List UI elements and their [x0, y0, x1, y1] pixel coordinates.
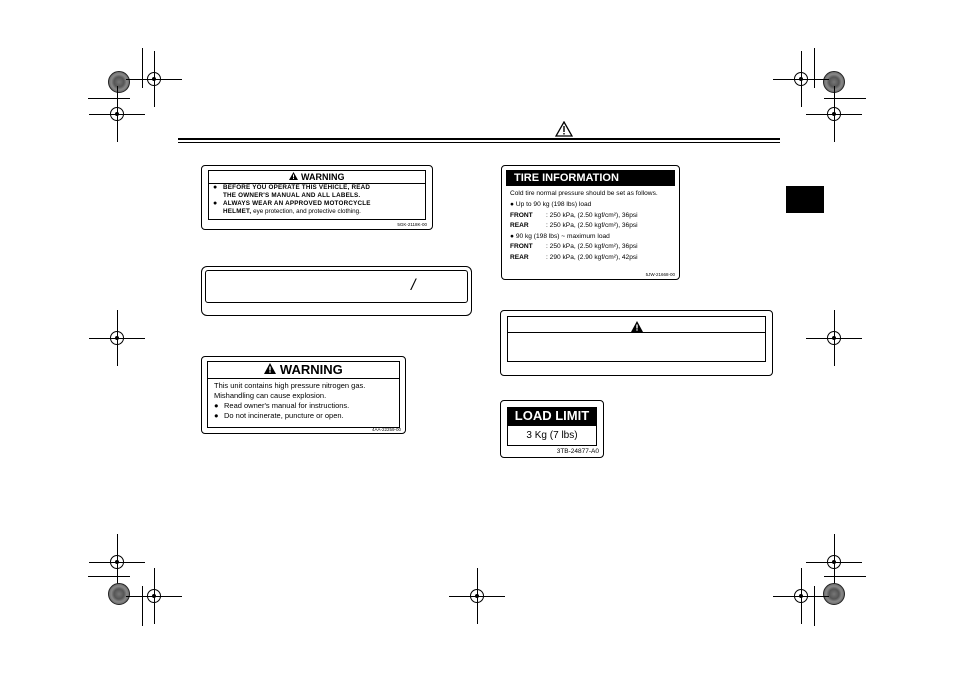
header-rule: [178, 142, 780, 143]
trim-line: [142, 48, 143, 88]
section-tab: [786, 186, 824, 213]
load-group: ● Up to 90 kg (198 lbs) load: [510, 201, 592, 208]
label-title: TIRE INFORMATION: [506, 170, 675, 186]
trim-line: [824, 98, 866, 99]
part-code: 3TB-24877-A0: [556, 448, 599, 455]
trim-line: [142, 586, 143, 626]
pressure-row: REAR : 290 kPa, (2.90 kgf/cm²), 42psi: [510, 253, 638, 261]
label-title: WARNING: [209, 171, 425, 184]
part-code: 5JW-21668-00: [645, 272, 675, 277]
label-title: LOAD LIMIT: [507, 407, 597, 425]
part-code: 5GK-2118K-00: [397, 222, 427, 227]
warning-bullet: ● BEFORE YOU OPERATE THIS VEHICLE, READ THE OWNER'S MANUAL AND ALL LABELS.: [213, 184, 371, 199]
load-group: ● 90 kg (198 lbs) ~ maximum load: [510, 232, 610, 240]
header-rule: [178, 138, 780, 140]
pressure-row: FRONT : 250 kPa, (2.50 kgf/cm²), 36psi: [510, 243, 638, 250]
tire-information-label: [501, 165, 680, 280]
tire-intro: Cold tire normal pressure should be set as follows.: [510, 190, 658, 197]
label-title: WARNING: [208, 362, 399, 379]
trim-line: [814, 586, 815, 626]
color-disc-icon: [108, 71, 130, 93]
warning-triangle-icon: [289, 172, 298, 180]
trim-line: [814, 48, 815, 88]
warning-triangle-icon: [631, 319, 643, 337]
warning-bullet: ● Read owner's manual for instructions.: [214, 401, 350, 410]
load-limit-value: 3 Kg (7 lbs): [507, 425, 597, 446]
blank-warning-label: [500, 310, 773, 376]
trim-line: [824, 576, 866, 577]
part-code: 4AA-22259-00: [371, 427, 401, 432]
warning-triangle-icon: [264, 363, 276, 374]
slash-mark: /: [411, 277, 416, 294]
pressure-row: REAR : 250 kPa, (2.50 kgf/cm²), 36psi: [510, 222, 638, 229]
warning-bullet: ● ALWAYS WEAR AN APPROVED MOTORCYCLE HELMET, eye protection, and protective clothing.: [213, 200, 371, 215]
pressure-row: FRONT : 250 kPa, (2.50 kgf/cm²), 36psi: [510, 211, 638, 219]
color-disc-icon: [823, 583, 845, 605]
trim-line: [88, 576, 130, 577]
warning-label-helmet: [201, 165, 433, 230]
warning-label-nitrogen: WARNING This unit contains high pressure nitrogen gas. Mishandling can cause explosion. ● Read owner's manual for instructions. ● Do not incinerate, puncture or open. 4AA-22259-00: [201, 356, 406, 434]
load-limit-label: [500, 400, 604, 458]
color-disc-icon: [108, 583, 130, 605]
warning-bullet: ● Do not incinerate, puncture or open.: [214, 411, 344, 420]
blank-label: [201, 266, 472, 316]
trim-line: [88, 98, 130, 99]
